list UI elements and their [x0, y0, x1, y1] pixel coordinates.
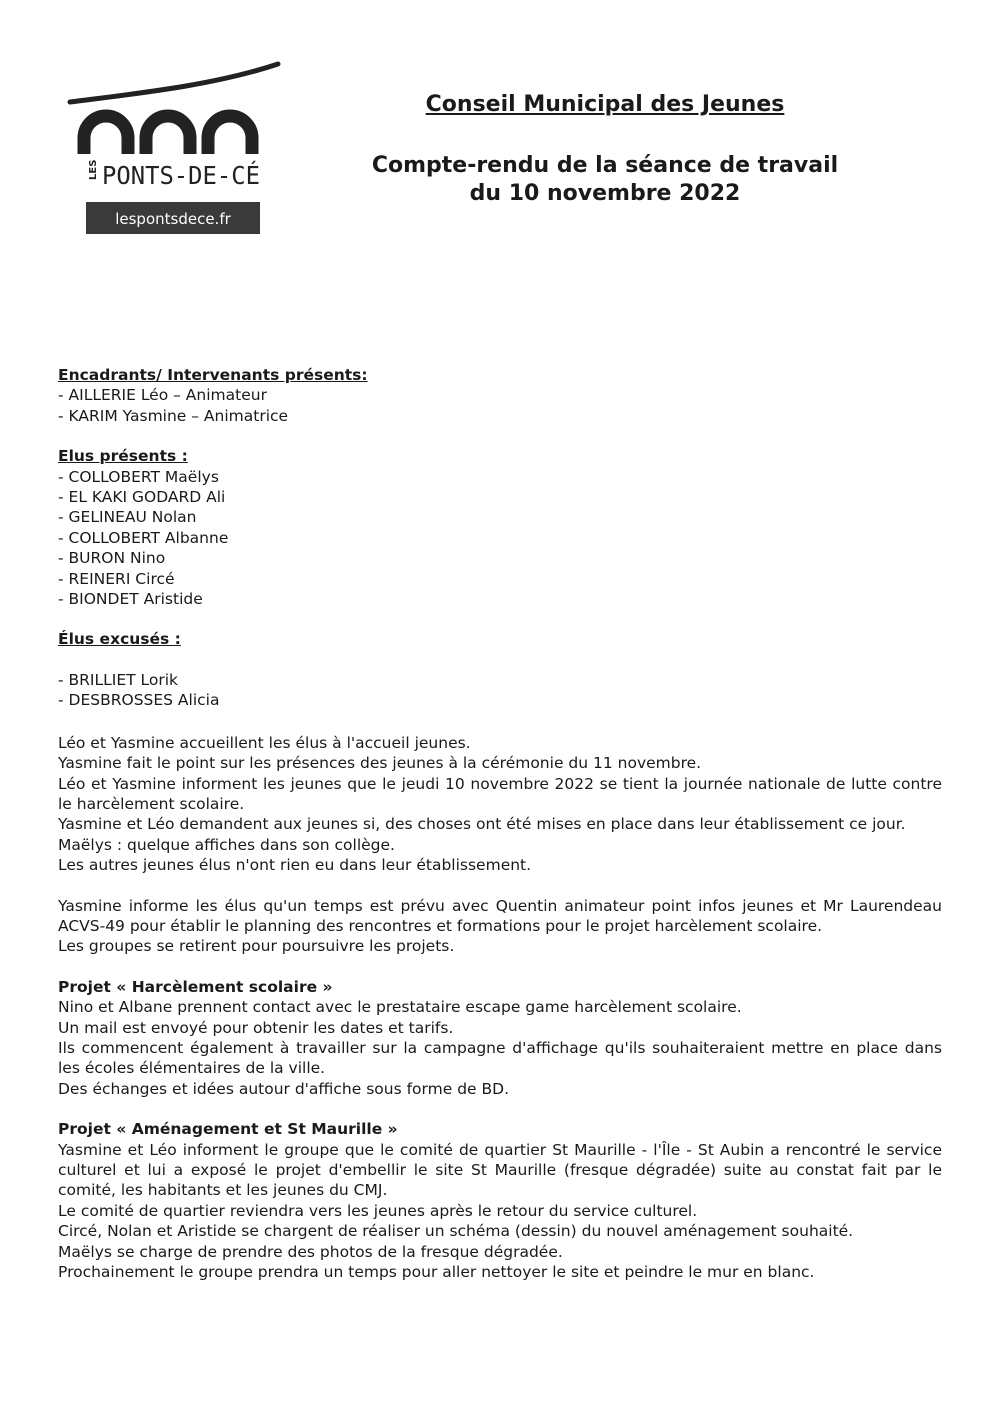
- body-paragraph: Yasmine et Léo demandent aux jeunes si, des choses ont été mises en place dans leur établissement ce jour.: [58, 815, 906, 834]
- report-body: [58, 365, 942, 1282]
- project1-line: Des échanges et idées autour d'affiche sous forme de BD.: [58, 1079, 509, 1098]
- town-logo: [62, 58, 284, 240]
- report-title-line1: Compte-rendu de la séance de travail: [371, 153, 839, 178]
- logo-town-name: PONTS-DE-CÉ: [102, 161, 260, 190]
- body-paragraph: Les autres jeunes élus n'ont rien eu dans leur établissement.: [58, 856, 532, 875]
- body-paragraph: Yasmine fait le point sur les présences des jeunes à la cérémonie du 11 novembre.: [58, 754, 702, 773]
- present-item: - COLLOBERT Albanne: [58, 528, 229, 547]
- body-paragraph: Les groupes se retirent pour poursuivre les projets.: [58, 937, 455, 956]
- project1-line: Ils commencent également à travailler sur la campagne d'affichage qu'ils souhaiteraient mettre en place dans les écoles élémentaires de la ville.: [58, 1038, 942, 1078]
- present-item: - BURON Nino: [58, 549, 166, 568]
- excused-item: - DESBROSSES Alicia: [58, 691, 220, 710]
- present-item: - BIONDET Aristide: [58, 590, 203, 609]
- project1-line: Nino et Albane prennent contact avec le prestataire escape game harcèlement scolaire.: [58, 998, 742, 1017]
- body-paragraph: Léo et Yasmine accueillent les élus à l'accueil jeunes.: [58, 733, 471, 752]
- excused-heading: Élus excusés :: [58, 630, 181, 649]
- present-item: - COLLOBERT Maëlys: [58, 467, 219, 486]
- logo-prefix: LES: [88, 159, 99, 180]
- staff-item: - KARIM Yasmine – Animatrice: [58, 406, 289, 425]
- project2-line: Circé, Nolan et Aristide se chargent de réaliser un schéma (dessin) du nouvel aménagement souhaité.: [58, 1222, 854, 1241]
- project1-heading: Projet « Harcèlement scolaire »: [58, 977, 333, 996]
- body-paragraph: Yasmine informe les élus qu'un temps est prévu avec Quentin animateur point infos jeunes et Mr Laurendeau ACVS-49 pour établir le planning des rencontres et formations pour le projet harcèlement scolaire.: [58, 896, 942, 935]
- project1-line: Un mail est envoyé pour obtenir les dates et tarifs.: [58, 1018, 454, 1037]
- report-title-line2: du 10 novembre 2022: [469, 181, 741, 206]
- project2-heading: Projet « Aménagement et St Maurille »: [58, 1120, 398, 1139]
- council-title: Conseil Municipal des Jeunes: [425, 92, 785, 117]
- project2-line: Yasmine et Léo informent le groupe que le comité de quartier St Maurille - l'Île - St Aubin a rencontré le service culturel et lui a exposé le projet d'embellir le site St Maurille (fresque dégradée) suite au constat fait par le comité, les habitants et les jeunes du CMJ.: [58, 1140, 942, 1200]
- present-item: - EL KAKI GODARD Ali: [58, 488, 226, 507]
- present-heading: Elus présents :: [58, 447, 188, 466]
- project2-line: Maëlys se charge de prendre des photos de la fresque dégradée.: [58, 1242, 563, 1261]
- project2-line: Prochainement le groupe prendra un temps pour aller nettoyer le site et peindre le mur en blanc.: [58, 1263, 815, 1282]
- excused-item: - BRILLIET Lorik: [58, 670, 179, 689]
- report-title: [330, 152, 880, 208]
- staff-heading: Encadrants/ Intervenants présents:: [58, 366, 368, 384]
- logo-website: lespontsdece.fr: [115, 210, 231, 228]
- staff-item: - AILLERIE Léo – Animateur: [58, 386, 267, 405]
- present-item: - REINERI Circé: [58, 569, 175, 588]
- present-item: - GELINEAU Nolan: [58, 508, 197, 527]
- project2-line: Le comité de quartier reviendra vers les jeunes après le retour du service culturel.: [58, 1201, 698, 1220]
- body-paragraph: Maëlys : quelque affiches dans son collège.: [58, 835, 395, 854]
- body-paragraph: Léo et Yasmine informent les jeunes que le jeudi 10 novembre 2022 se tient la journée nationale de lutte contre le harcèlement scolaire.: [58, 774, 942, 813]
